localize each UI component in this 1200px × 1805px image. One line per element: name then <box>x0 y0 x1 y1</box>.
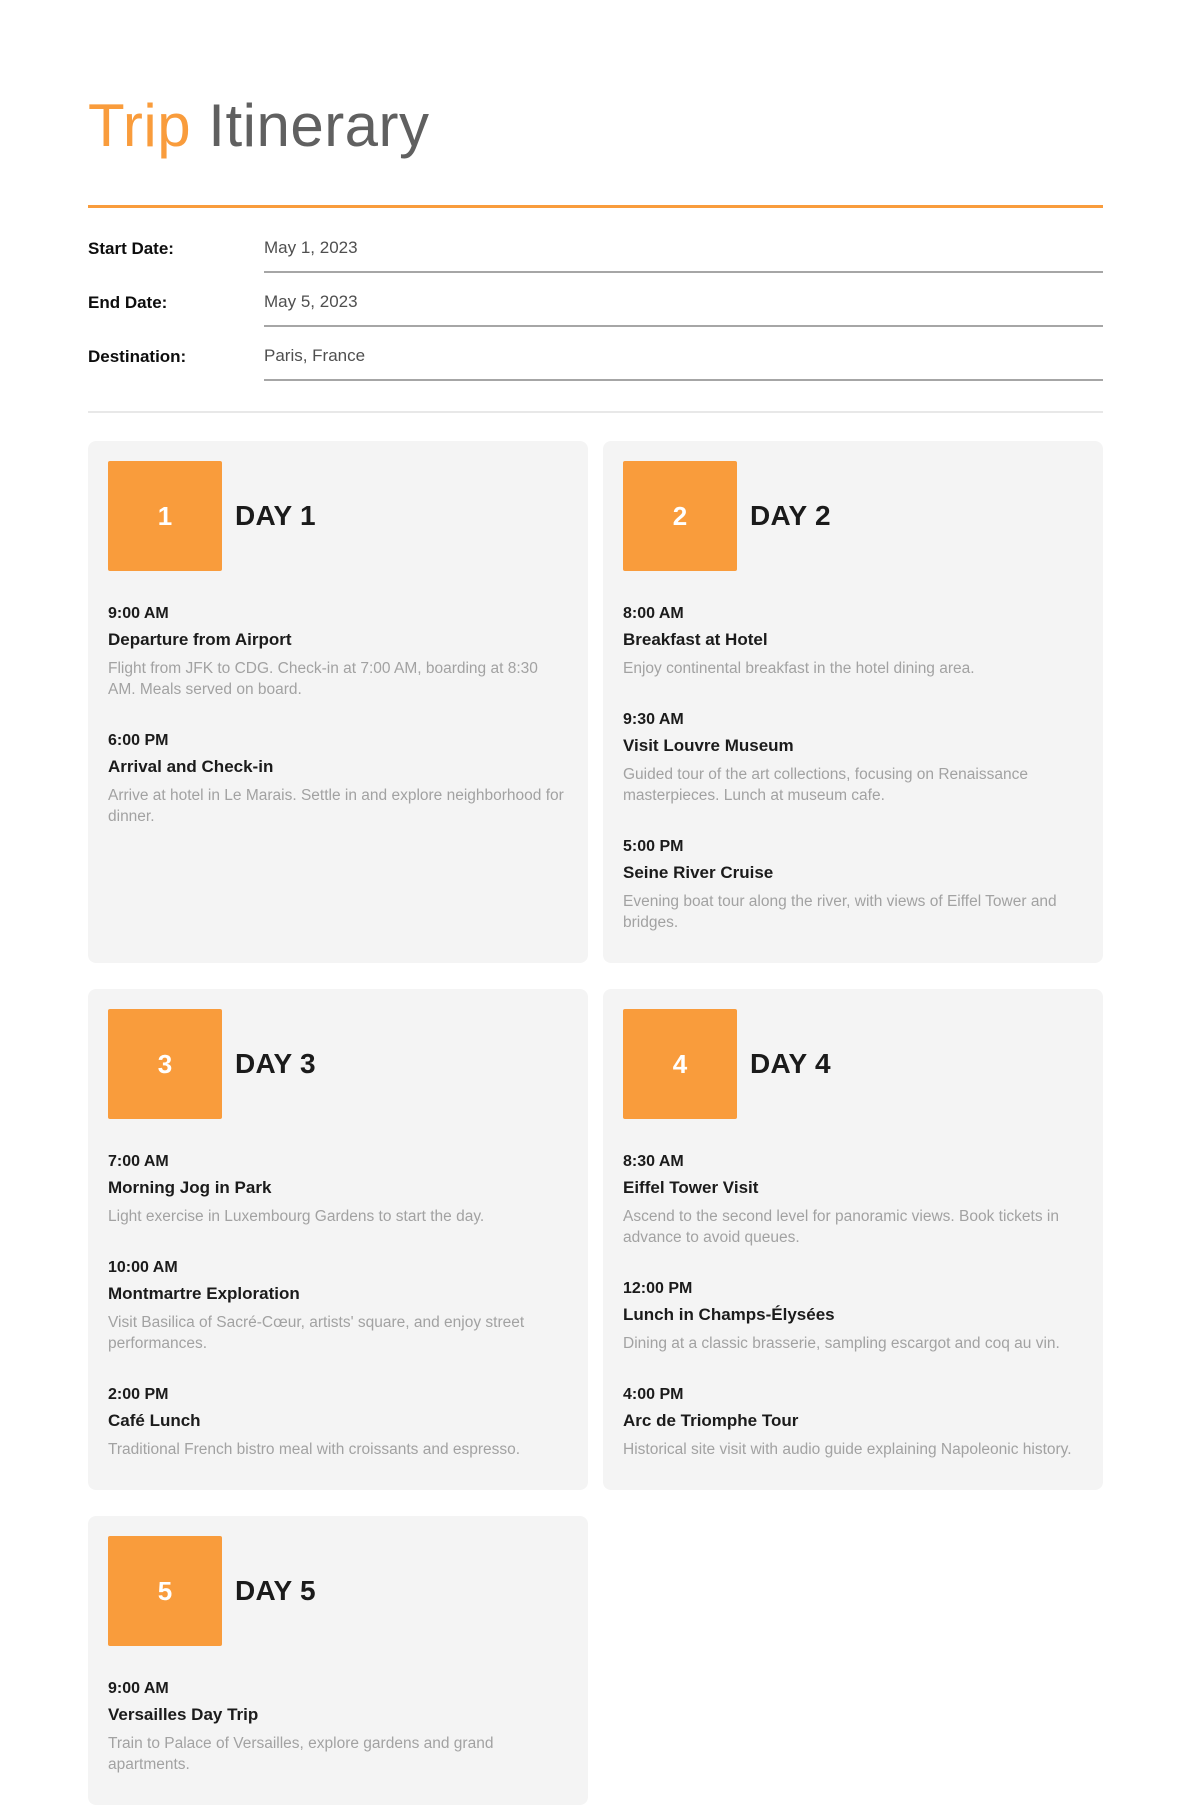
event-list <box>108 603 568 827</box>
event-title: Departure from Airport <box>108 630 292 650</box>
event-title: Café Lunch <box>108 1411 201 1431</box>
event-title: Visit Louvre Museum <box>623 736 794 756</box>
destination-label: Destination: <box>88 347 187 367</box>
day-card-header <box>108 1009 568 1119</box>
day-card-header <box>623 1009 1083 1119</box>
event-time: 9:30 AM <box>623 711 684 729</box>
event-description: Visit Basilica of Sacré-Cœur, artists' square, and enjoy street performances. <box>108 1314 525 1353</box>
page-title-accent: Trip <box>88 92 192 159</box>
event-title: Arrival and Check-in <box>108 757 274 777</box>
day-card <box>88 441 588 963</box>
event-time: 5:00 PM <box>623 838 684 856</box>
day-number: 2 <box>672 500 688 531</box>
event-title: Breakfast at Hotel <box>623 630 768 650</box>
day-number: 5 <box>157 1575 173 1606</box>
accent-rule-divider <box>88 205 1103 208</box>
start-date-label: Start Date: <box>88 239 174 259</box>
event-item <box>108 603 568 700</box>
day-number-badge <box>108 461 222 571</box>
event-item <box>108 1257 568 1354</box>
end-date-input[interactable] <box>264 286 1103 327</box>
event-item <box>108 1384 568 1460</box>
event-list <box>623 1151 1083 1460</box>
event-time: 12:00 PM <box>623 1280 693 1298</box>
day-number-badge <box>108 1536 222 1646</box>
event-description: Ascend to the second level for panoramic views. Book tickets in advance to avoid queues. <box>623 1208 1059 1247</box>
day-number-badge <box>108 1009 222 1119</box>
event-description: Dining at a classic brasserie, sampling escargot and coq au vin. <box>623 1335 1060 1353</box>
event-item <box>623 603 1083 679</box>
event-time: 8:30 AM <box>623 1153 684 1171</box>
event-description: Guided tour of the art collections, focusing on Renaissance masterpieces. Lunch at museum cafe. <box>623 766 1028 805</box>
event-time: 2:00 PM <box>108 1386 169 1404</box>
event-description: Evening boat tour along the river, with views of Eiffel Tower and bridges. <box>623 893 1057 932</box>
day-card-header <box>108 461 568 571</box>
event-title: Versailles Day Trip <box>108 1705 259 1725</box>
day-title: DAY 3 <box>235 1048 316 1080</box>
event-item <box>623 1151 1083 1248</box>
event-item <box>623 836 1083 933</box>
day-title: DAY 5 <box>235 1575 316 1607</box>
day-card <box>88 1516 588 1805</box>
event-description: Light exercise in Luxembourg Gardens to start the day. <box>108 1208 485 1226</box>
event-item <box>108 1151 568 1227</box>
page-title <box>88 92 1103 159</box>
event-time: 9:00 AM <box>108 605 169 623</box>
event-item <box>623 709 1083 806</box>
day-title: DAY 2 <box>750 500 831 532</box>
page-container <box>88 0 1103 1805</box>
event-title: Arc de Triomphe Tour <box>623 1411 799 1431</box>
event-title: Eiffel Tower Visit <box>623 1178 759 1198</box>
day-card <box>603 989 1103 1490</box>
end-date-label: End Date: <box>88 293 168 313</box>
event-description: Traditional French bistro meal with croissants and espresso. <box>108 1441 521 1459</box>
event-description: Train to Palace of Versailles, explore gardens and grand apartments. <box>108 1735 494 1774</box>
event-list <box>108 1678 568 1775</box>
day-card <box>603 441 1103 963</box>
event-time: 10:00 AM <box>108 1259 178 1277</box>
trip-info-form <box>88 232 1103 381</box>
event-time: 6:00 PM <box>108 732 169 750</box>
day-title: DAY 1 <box>235 500 316 532</box>
start-date-input[interactable] <box>264 232 1103 273</box>
event-description: Flight from JFK to CDG. Check-in at 7:00 AM, boarding at 8:30 AM. Meals served on board. <box>108 660 538 699</box>
event-title: Seine River Cruise <box>623 863 774 883</box>
day-number-badge <box>623 461 737 571</box>
event-item <box>623 1384 1083 1460</box>
day-title: DAY 4 <box>750 1048 831 1080</box>
event-time: 4:00 PM <box>623 1386 684 1404</box>
event-item <box>108 1678 568 1775</box>
event-item <box>623 1278 1083 1354</box>
days-grid <box>88 441 1103 1805</box>
day-card <box>88 989 588 1490</box>
page-title-rest: Itinerary <box>208 92 430 159</box>
event-time: 8:00 AM <box>623 605 684 623</box>
form-row-start-date <box>88 232 1103 273</box>
event-description: Enjoy continental breakfast in the hotel dining area. <box>623 660 975 678</box>
day-card-header <box>623 461 1083 571</box>
event-description: Historical site visit with audio guide explaining Napoleonic history. <box>623 1441 1072 1459</box>
event-time: 7:00 AM <box>108 1153 169 1171</box>
event-title: Montmartre Exploration <box>108 1284 300 1304</box>
event-title: Lunch in Champs-Élysées <box>623 1305 835 1325</box>
day-number: 3 <box>157 1048 173 1079</box>
day-number-badge <box>623 1009 737 1119</box>
destination-input[interactable] <box>264 340 1103 381</box>
section-divider <box>88 411 1103 413</box>
event-item <box>108 730 568 827</box>
event-description: Arrive at hotel in Le Marais. Settle in and explore neighborhood for dinner. <box>108 787 564 826</box>
event-list <box>623 603 1083 933</box>
event-title: Morning Jog in Park <box>108 1178 272 1198</box>
day-number: 1 <box>157 500 173 531</box>
event-list <box>108 1151 568 1460</box>
day-card-header <box>108 1536 568 1646</box>
day-number: 4 <box>672 1048 688 1079</box>
form-row-destination <box>88 340 1103 381</box>
event-time: 9:00 AM <box>108 1680 169 1698</box>
form-row-end-date <box>88 286 1103 327</box>
